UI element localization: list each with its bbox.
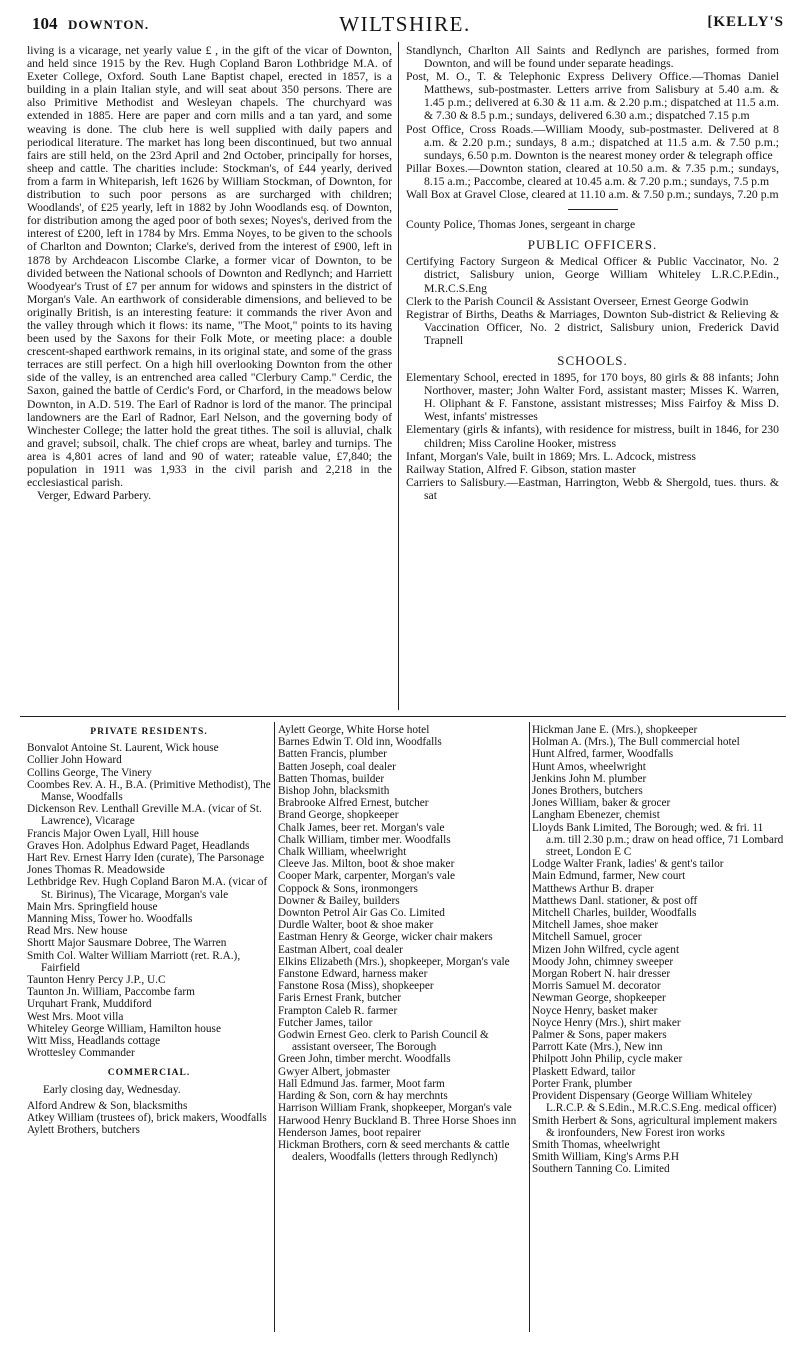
directory-entry: Chalk William, wheelwright — [278, 846, 407, 859]
right-column — [406, 44, 779, 502]
verger-line: Verger, Edward Parbery. — [37, 489, 152, 503]
directory-entry: Alford Andrew & Son, blacksmiths — [27, 1099, 188, 1112]
directory-entry: Porter Frank, plumber — [532, 1077, 633, 1090]
short-rule — [568, 209, 618, 210]
directory-entry: Philpott John Philip, cycle maker — [532, 1053, 683, 1066]
directory-entry: Godwin Ernest Geo. clerk to Parish Council & assistant overseer, The Borough — [278, 1029, 489, 1054]
directory-entry: Lloyds Bank Limited, The Borough; wed. & fri. 11 a.m. till 2.30 p.m.; draw on head office, 71 Lombard street, London E C — [532, 821, 784, 859]
directory-entry: Harwood Henry Buckland B. Three Horse Shoes inn — [278, 1114, 517, 1127]
directory-entry: Smith Col. Walter William Marriott (ret. R.A.), Fairfield — [27, 949, 241, 974]
county-title: WILTSHIRE. — [339, 12, 471, 36]
directory-entry: Henderson James, boot repairer — [278, 1126, 422, 1139]
directory-entry: Futcher James, tailor — [278, 1016, 373, 1029]
commercial-list-2 — [278, 724, 527, 1163]
directory-entry: Cleeve Jas. Milton, boot & shoe maker — [278, 858, 455, 871]
parish-note: Standlynch, Charlton All Saints and Redlynch are parishes, formed from Downton, and will be found under separate headings. — [406, 44, 779, 71]
directory-entry: Coppock & Sons, ironmongers — [278, 882, 418, 895]
directory-entry: Jones William, baker & grocer — [532, 797, 671, 810]
post-office-entry: Post Office, Cross Roads.—William Moody, sub-postmaster. Delivered at 8 a.m. & 2.20 p.m.; sundays, 8 a.m.; dispatched at 11.5 a.m. & 7.50 p.m.; sundays, 6.50 p.m. Downton is the nearest money order & telegraph office — [406, 122, 779, 162]
directory-entry: Jones Brothers, butchers — [532, 785, 643, 798]
directory-entry: Harding & Son, corn & hay merchnts — [278, 1090, 448, 1103]
directory-entry: Jones Thomas R. Meadowside — [27, 864, 165, 877]
parish-description: living is a vicarage, net yearly value £ , in the gift of the vicar of Downton, and held since 1915 by the Rev. Hugh Copland Baron Lothbridge M.A. of Exeter College, Oxford. South Lane Baptist chapel, erected in 1857, is a building in a plain Italian style, and will seat about 350 persons. There are also Primitive Methodist and Wesleyan chapels. The churchyard was extended in 1885. Here are paper and corn mills and a tan yard, and some weaving is done. The club here is well supplied with daily papers and periodical literature. The market has long been discontinued, but two annual fairs are still held, on the 23rd April and 2nd October, principally for horses, sheep and cattle. The charities include: Stockman's, of £44 yearly, derived from a farm in Whiteparish, left 1626 by William Stockman, of Downton, for distribution to such poor persons as are surcharged with children; Woodlands', of £25 yearly, left in 1882 by John Woodlands esq. of Downton, for distribution among the aged poor of both sexes; Noyes's, derived from the interest of £200, left in 1784 by Mrs. Emma Noyes, to be given to the schools of Charlton and Downton; Clarke's, derived from the interest of £900, left in 1878 by Archdeacon Liscombe Clarke, a former vicar of Downton, to be divided between the National schools of Downton and Redlynch; and Harriett Woodyear's Trust of £7 per annum for widows and spinsters in the district of Morgan's Vale. An earthwork of considerable dimensions, and believed to be originally British, is an interesting feature: it commands the river Avon and the valley through which it flows: its name, "The Moot," points to its having been used by the Saxons for their Folk Mote, or meeting place: a double crescent-shaped earthwork remains, in its original state, and some of the grass terraces are still perfect. On a high hill overlooking Downton from the other side of the valley, is an entrenched area called "Clerbury Camp." Cerdic, the Saxon, gained the battle of Cerdic's Ford, or Charford, in the meadows below Downton, in A.D. 519. The Earl of Radnor is lord of the manor. The principal landowners are the Earl of Radnor, Earl Nelson, and the governing body of Winchester College; the latter hold the great tithes. The soil is alluvial, chalk and gravel; subsoil, chalk. The chief crops are wheat, barley and turnips. The area is 4,801 acres of land and 90 of water; rateable value, £7,840; the population in 1911 was 1,933 in the civil parish and 2,218 in the ecclesiastical parish. — [27, 44, 392, 490]
directory-entry: Batten Joseph, coal dealer — [278, 760, 396, 773]
directory-entry: Batten Francis, plumber — [278, 748, 387, 761]
directory-entry: Holman A. (Mrs.), The Bull commercial hotel — [532, 736, 740, 749]
directory-entry: Mitchell James, shoe maker — [532, 919, 659, 932]
directory-entry: West Mrs. Moot villa — [27, 1010, 124, 1023]
directory-entry: Southern Tanning Co. Limited — [532, 1163, 670, 1176]
directory-entry: Newman George, shopkeeper — [532, 992, 666, 1005]
directory-entry: Taunton Henry Percy J.P., U.C — [27, 974, 166, 987]
directory-entry: Plaskett Edward, tailor — [532, 1065, 636, 1078]
directory-entry: Batten Thomas, builder — [278, 772, 385, 785]
directory-entry: Mizen John Wilfred, cycle agent — [532, 943, 680, 956]
carriers-entry: Carriers to Salisbury.—Eastman, Harrington, Webb & Shergold, tues. thurs. & sat — [406, 475, 779, 502]
directory-entry: Palmer & Sons, paper makers — [532, 1029, 667, 1042]
directory-column-3 — [532, 724, 784, 1176]
directory-entry: Downton Petrol Air Gas Co. Limited — [278, 907, 445, 920]
schools-heading: SCHOOLS. — [557, 352, 628, 368]
commercial-heading: COMMERCIAL. — [107, 1068, 191, 1079]
directory-entry: Whiteley George William, Hamilton house — [27, 1022, 221, 1035]
directory-entry: Matthews Danl. stationer, & post off — [532, 894, 698, 907]
private-residents-list — [27, 742, 271, 1059]
directory-entry: Mitchell Charles, builder, Woodfalls — [532, 907, 697, 920]
directory-entry: Hunt Alfred, farmer, Woodfalls — [532, 748, 674, 761]
railway-entry: Railway Station, Alfred F. Gibson, station master — [406, 462, 636, 476]
directory-entry: Hickman Jane E. (Mrs.), shopkeeper — [532, 724, 698, 736]
directory-entry: Moody John, chimney sweeper — [532, 955, 674, 968]
public-officers-heading: PUBLIC OFFICERS. — [527, 237, 658, 253]
commercial-list-1 — [27, 1100, 271, 1137]
column-divider — [274, 722, 275, 1332]
public-officer-entry: Registrar of Births, Deaths & Marriages, Downton Sub-district & Relieving & Vaccination Officer, No. 2 district, Salisbury union, Frederick David Trapnell — [406, 307, 779, 347]
wall-box-entry: Wall Box at Gravel Close, cleared at 11.10 a.m. & 7.50 p.m.; sundays, 7.20 p.m — [406, 188, 779, 202]
directory-entry: Manning Miss, Tower ho. Woodfalls — [27, 913, 193, 926]
public-officer-entry: Certifying Factory Surgeon & Medical Officer & Public Vaccinator, No. 2 district, Salisbury union, George William Whiteley L.R.C.P.Edin., M.R.C.S.Eng — [406, 255, 779, 295]
directory-entry: Witt Miss, Headlands cottage — [27, 1035, 161, 1048]
directory-entry: Elkins Elizabeth (Mrs.), shopkeeper, Morgan's vale — [278, 955, 510, 968]
directory-entry: Mitchell Samuel, grocer — [532, 931, 642, 944]
directory-entry: Hart Rev. Ernest Harry Iden (curate), The Parsonage — [27, 852, 265, 865]
directory-entry: Provident Dispensary (George William Whiteley L.R.C.P. & S.Edin., M.R.C.S.Eng. medical officer) — [532, 1090, 777, 1115]
directory-entry: Lethbridge Rev. Hugh Copland Baron M.A. (vicar of St. Birinus), The Vicarage, Morgan's vale — [27, 876, 268, 901]
county-police-entry: County Police, Thomas Jones, sergeant in charge — [406, 218, 636, 232]
place-name: DOWNTON. — [68, 17, 150, 32]
directory-entry: Chalk James, beer ret. Morgan's vale — [278, 821, 445, 834]
directory-entry: Jenkins John M. plumber — [532, 772, 647, 785]
directory-entry: Smith Thomas, wheelwright — [532, 1138, 661, 1151]
directory-entry: Fanstone Rosa (Miss), shopkeeper — [278, 980, 434, 993]
directory-entry: Frampton Caleb R. farmer — [278, 1004, 398, 1017]
school-entry: Elementary School, erected in 1895, for 170 boys, 80 girls & 88 infants; John Northover, master; John Walter Ford, assistant master; Misses K. Warren, H. Oliphant & F. Fanstone, assistant mistresses; Miss Fairfoy & Miss D. West, infants' mistresses — [406, 371, 779, 424]
directory-entry: Fanstone Edward, harness maker — [278, 968, 428, 981]
directory-entry: Dickenson Rev. Lenthall Greville M.A. (vicar of St. Lawrence), Vicarage — [27, 803, 262, 828]
directory-entry: Barnes Edwin T. Old inn, Woodfalls — [278, 736, 442, 749]
pillar-boxes-entry: Pillar Boxes.—Downton station, cleared at 10.50 a.m. & 7.35 p.m.; sundays, 8.15 a.m.; Paccombe, cleared at 10.45 a.m. & 7.20 p.m.; sundays, 7.5 p.m — [406, 161, 779, 188]
directory-entry: Langham Ebenezer, chemist — [532, 809, 660, 822]
school-entry: Elementary (girls & infants), with residence for mistress, built in 1846, for 230 children; Miss Caroline Hooker, mistress — [406, 423, 779, 450]
directory-entry: Taunton Jn. William, Paccombe farm — [27, 986, 195, 999]
directory-entry: Collier John Howard — [27, 754, 122, 767]
directory-entry: Coombes Rev. A. H., B.A. (Primitive Methodist), The Manse, Woodfalls — [27, 778, 271, 804]
directory-entry: Noyce Henry (Mrs.), shirt maker — [532, 1016, 681, 1029]
directory-entry: Collins George, The Vinery — [27, 766, 152, 779]
directory-entry: Durdle Walter, boot & shoe maker — [278, 919, 434, 932]
directory-entry: Wrottesley Commander — [27, 1047, 135, 1060]
directory-entry: Green John, timber mercht. Woodfalls — [278, 1053, 451, 1066]
directory-entry: Lodge Walter Frank, ladies' & gent's tailor — [532, 858, 724, 871]
publisher-mark: [KELLY'S — [707, 14, 784, 30]
directory-column-1 — [27, 724, 271, 1137]
directory-column-2 — [278, 724, 527, 1163]
directory-entry: Morgan Robert N. hair dresser — [532, 968, 671, 981]
directory-entry: Aylett George, White Horse hotel — [278, 724, 430, 736]
directory-entry: Shortt Major Sausmare Dobree, The Warren — [27, 937, 227, 950]
early-closing-note: Early closing day, Wednesday. — [43, 1083, 181, 1096]
directory-entry: Aylett Brothers, butchers — [27, 1124, 140, 1137]
directory-entry: Main Mrs. Springfield house — [27, 900, 158, 913]
directory-entry: Graves Hon. Adolphus Edward Paget, Headlands — [27, 839, 250, 852]
directory-entry: Harrison William Frank, shopkeeper, Morgan's vale — [278, 1102, 512, 1115]
left-column — [27, 44, 392, 502]
public-officer-entry: Clerk to the Parish Council & Assistant Overseer, Ernest George Godwin — [406, 294, 749, 308]
page-number: 104 — [32, 14, 58, 33]
column-divider — [398, 42, 399, 710]
directory-entry: Hall Edmund Jas. farmer, Moot farm — [278, 1077, 445, 1090]
directory-entry: Atkey William (trustees of), brick makers, Woodfalls — [27, 1112, 267, 1125]
directory-entry: Downer & Bailey, builders — [278, 894, 400, 907]
school-entry: Infant, Morgan's Vale, built in 1869; Mrs. L. Adcock, mistress — [406, 449, 696, 463]
directory-entry: Morris Samuel M. decorator — [532, 980, 661, 993]
directory-entry: Eastman Henry & George, wicker chair makers — [278, 931, 493, 944]
directory-entry: Noyce Henry, basket maker — [532, 1004, 658, 1017]
directory-entry: Gwyer Albert, jobmaster — [278, 1065, 390, 1078]
directory-entry: Main Edmund, farmer, New court — [532, 870, 686, 883]
post-office-entry: Post, M. O., T. & Telephonic Express Delivery Office.—Thomas Daniel Matthews, sub-postmaster. Letters arrive from Salisbury at 5.40 a.m. & 1.45 p.m.; delivered at 6.30 & 11 a.m. & 2.20 p.m.; dispatched at 11.5 a.m. & 7.30 & 8.5 p.m.; sundays, delivered 6.30 a.m.; dispatched 7.15 p.m — [406, 70, 779, 123]
directory-entry: Matthews Arthur B. draper — [532, 882, 654, 895]
directory-entry: Brand George, shopkeeper — [278, 809, 399, 822]
directory-entry: Smith William, King's Arms P.H — [532, 1151, 679, 1164]
directory-entry: Read Mrs. New house — [27, 925, 128, 938]
directory-entry: Urquhart Frank, Muddiford — [27, 998, 152, 1011]
private-residents-heading: PRIVATE RESIDENTS. — [90, 727, 208, 737]
directory-entry: Smith Herbert & Sons, agricultural implement makers & ironfounders, New Forest iron works — [532, 1114, 778, 1139]
column-divider — [529, 722, 530, 1332]
directory-entry: Bonvalot Antoine St. Laurent, Wick house — [27, 742, 219, 755]
directory-entry: Cooper Mark, carpenter, Morgan's vale — [278, 870, 456, 883]
directory-entry: Eastman Albert, coal dealer — [278, 943, 403, 956]
section-divider — [20, 716, 786, 717]
directory-entry: Chalk William, timber mer. Woodfalls — [278, 833, 451, 846]
page-header — [26, 12, 784, 38]
directory-entry: Faris Ernest Frank, butcher — [278, 992, 401, 1005]
directory-entry: Hunt Amos, wheelwright — [532, 760, 646, 773]
directory-entry: Bishop John, blacksmith — [278, 785, 390, 798]
directory-entry: Brabrooke Alfred Ernest, butcher — [278, 797, 429, 810]
directory-entry: Francis Major Owen Lyall, Hill house — [27, 827, 199, 840]
directory-entry: Parrott Kate (Mrs.), New inn — [532, 1041, 663, 1054]
directory-entry: Hickman Brothers, corn & seed merchants & cattle dealers, Woodfalls (letters through Redlynch) — [278, 1138, 510, 1164]
commercial-list-3 — [532, 724, 784, 1176]
